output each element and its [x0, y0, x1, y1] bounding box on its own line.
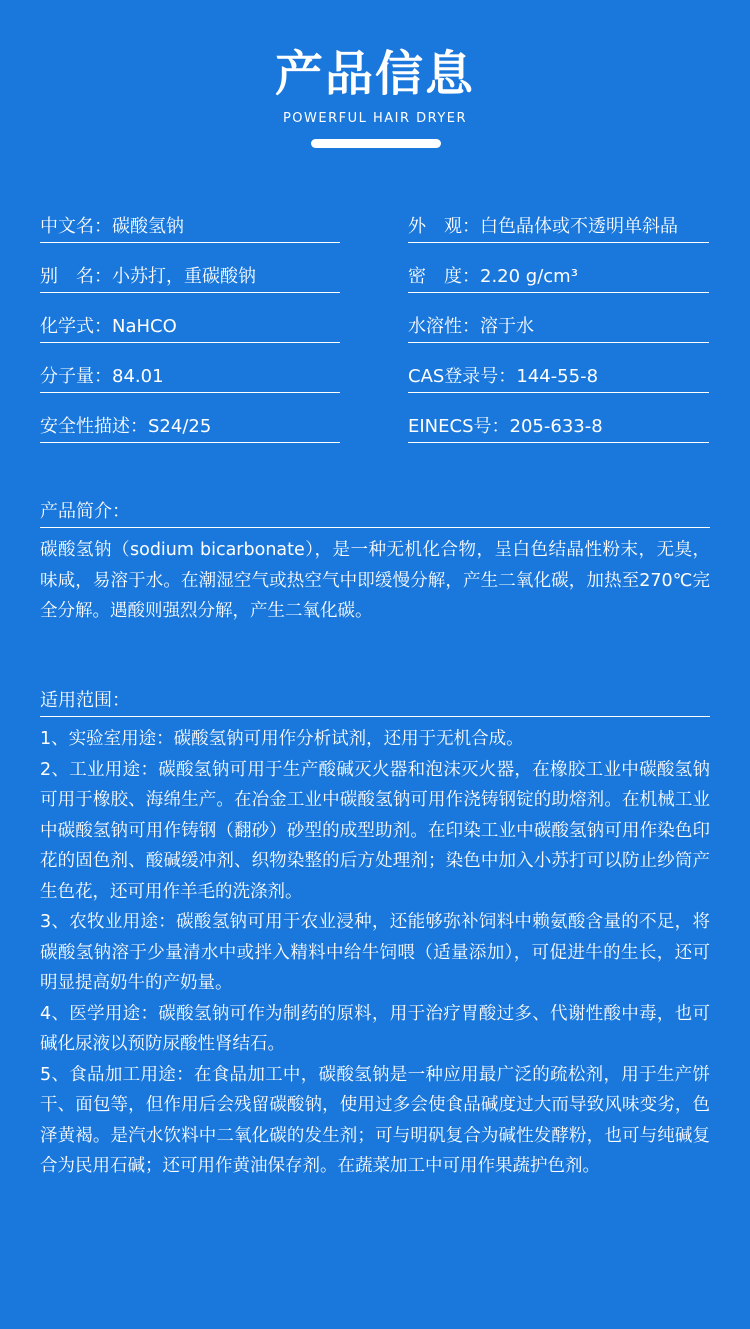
info-label: 分子量：: [40, 366, 112, 387]
usage-item-lab: 1、实验室用途：碳酸氢钠可用作分析试剂，还用于无机合成。: [40, 729, 524, 749]
intro-heading: 产品简介：: [40, 497, 710, 528]
info-value: 碳酸氢钠: [112, 216, 184, 237]
info-label: 化学式：: [40, 316, 112, 337]
info-formula: [40, 312, 340, 343]
info-cas: [408, 362, 709, 393]
info-label: CAS登录号：: [408, 366, 517, 387]
usage-item-industry: 2、工业用途：碳酸氢钠可用于生产酸碱灭火器和泡沫灭火器，在橡胶工业中碳酸氢钠可用于橡胶、海绵生产。在冶金工业中碳酸氢钠可用作浇铸钢锭的助熔剂。在机械工业中碳酸氢钠可用作铸钢（翻砂）砂型的成型助剂。在印染工业中碳酸氢钠可用作染色印花的固色剂、酸碱缓冲剂、织物染整的后方处理剂；染色中加入小苏打可以防止纱筒产生色花，还可用作羊毛的洗涤剂。: [40, 759, 710, 902]
title-underline-bar: [311, 139, 441, 148]
info-appearance: [408, 212, 709, 243]
page-subtitle: POWERFUL HAIR DRYER: [282, 111, 468, 126]
info-label: 安全性描述：: [40, 416, 148, 437]
usage-list: [40, 724, 710, 1182]
info-label: 外 观：: [408, 216, 480, 237]
info-value: NaHCO: [112, 316, 177, 337]
info-label: EINECS号：: [408, 416, 510, 437]
info-label: 中文名：: [40, 216, 112, 237]
intro-paragraph: [40, 535, 710, 627]
info-value: 205-633-8: [509, 416, 603, 437]
info-value: S24/25: [148, 416, 212, 437]
usage-heading: 适用范围：: [40, 686, 710, 717]
info-label: 别 名：: [40, 266, 112, 287]
info-label: 水溶性：: [408, 316, 480, 337]
info-value: 小苏打，重碳酸钠: [112, 266, 256, 287]
info-density: [408, 262, 709, 293]
info-value: 白色晶体或不透明单斜晶: [480, 216, 678, 237]
info-einecs: [408, 412, 709, 443]
usage-item-medical: 4、医学用途：碳酸氢钠可作为制药的原料，用于治疗胃酸过多、代谢性酸中毒，也可碱化尿液以预防尿酸性肾结石。: [40, 1003, 710, 1054]
info-label: 密 度：: [408, 266, 480, 287]
info-value: 144-55-8: [516, 366, 599, 387]
usage-item-agriculture: 3、农牧业用途：碳酸氢钠可用于农业浸种，还能够弥补饲料中赖氨酸含量的不足，将碳酸氢钠溶于少量清水中或拌入精料中给牛饲喂（适量添加），可促进牛的生长，还可明显提高奶牛的产奶量。: [40, 912, 710, 993]
info-chinese-name: [40, 212, 340, 243]
info-value: 2.20 g/cm³: [480, 266, 578, 287]
info-solubility: [408, 312, 709, 343]
info-molecular-weight: [40, 362, 340, 393]
intro-text: 碳酸氢钠（sodium bicarbonate），是一种无机化合物，呈白色结晶性粉末，无臭，味咸，易溶于水。在潮湿空气或热空气中即缓慢分解，产生二氧化碳，加热至270℃完全分解。遇酸则强烈分解，产生二氧化碳。: [40, 540, 710, 621]
usage-item-food: 5、食品加工用途：在食品加工中，碳酸氢钠是一种应用最广泛的疏松剂，用于生产饼干、面包等，但作用后会残留碳酸钠，使用过多会使食品碱度过大而导致风味变劣，色泽黄褐。是汽水饮料中二氧化碳的发生剂；可与明矾复合为碱性发酵粉，也可与纯碱复合为民用石碱；还可用作黄油保存剂。在蔬菜加工中可用作果蔬护色剂。: [40, 1064, 710, 1176]
info-safety: [40, 412, 340, 443]
info-value: 84.01: [112, 366, 164, 387]
info-value: 溶于水: [480, 316, 534, 337]
page-title: 产品信息: [274, 46, 475, 102]
info-alias: [40, 262, 340, 293]
